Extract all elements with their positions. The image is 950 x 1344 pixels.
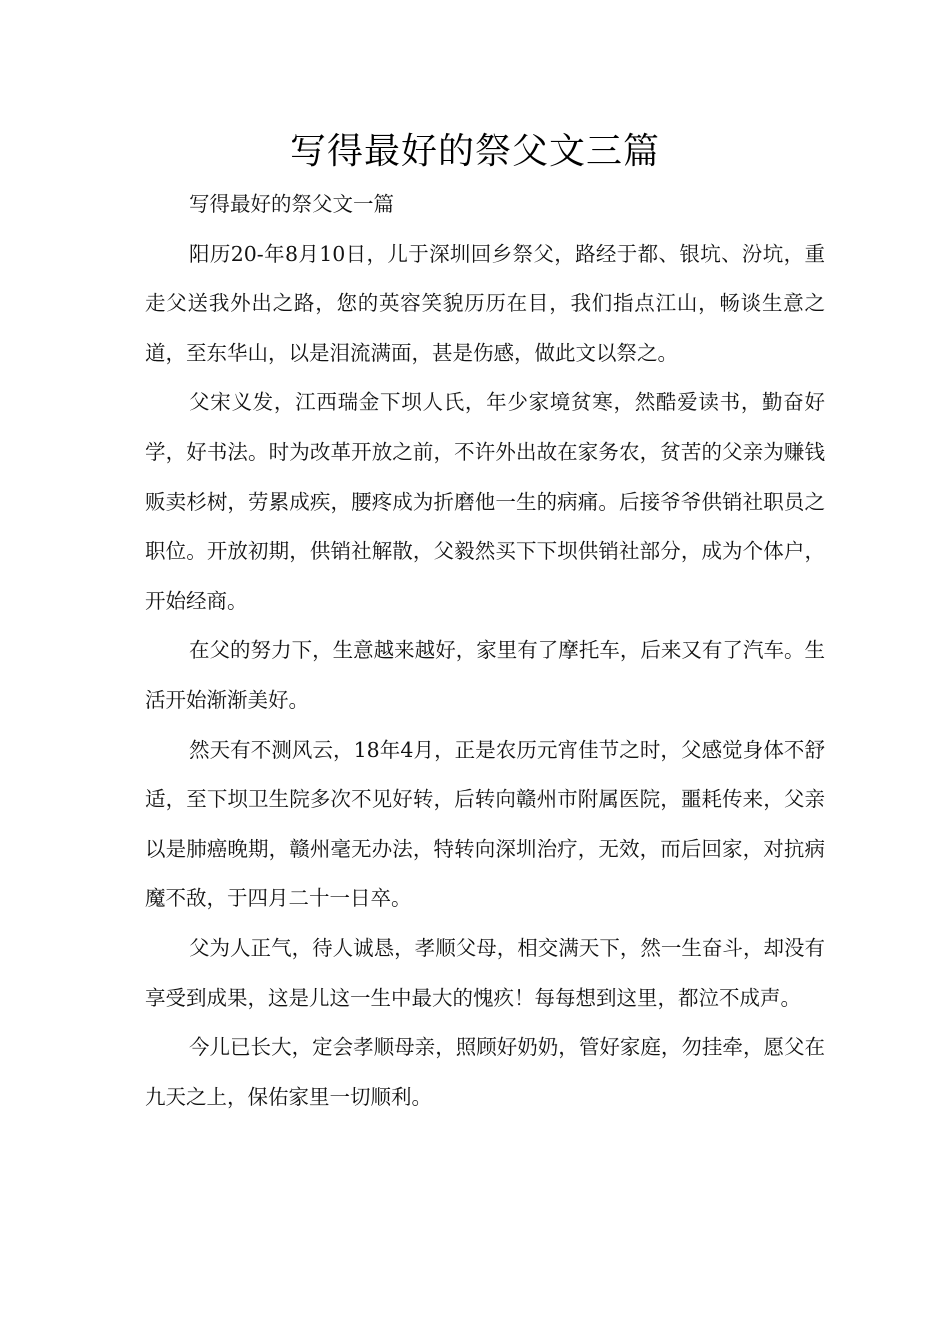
paragraph: 然天有不测风云，18年4月，正是农历元宵佳节之时，父感觉身体不舒适，至下坝卫生院多次不见好转，后转向赣州市附属医院，噩耗传来，父亲以是肺癌晚期，赣州毫无办法，特转向深圳治疗，无效，而后回家，对抗病魔不敌，于四月二十一日卒。 (145, 737, 825, 911)
paragraph: 阳历20-年8月10日，儿于深圳回乡祭父，路经于都、银坑、汾坑，重走父送我外出之路，您的英容笑貌历历在目，我们指点江山，畅谈生意之道，至东华山，以是泪流满面，甚是伤感，做此文以祭之。 (145, 241, 825, 365)
paragraph: 今儿已长大，定会孝顺母亲，照顾好奶奶，管好家庭，勿挂牵，愿父在九天之上，保佑家里一切顺利。 (145, 1035, 825, 1109)
paragraph: 父宋义发，江西瑞金下坝人氏，年少家境贫寒，然酷爱读书，勤奋好学，好书法。时为改革开放之前，不许外出故在家务农，贫苦的父亲为赚钱贩卖杉树，劳累成疾，腰疼成为折磨他一生的病痛。后接爷爷供销社职员之职位。开放初期，供销社解散，父毅然买下下坝供销社部分，成为个体户，开始经商。 (145, 390, 825, 613)
section-heading: 写得最好的祭父文一篇 (189, 192, 394, 216)
document-title: 写得最好的祭父文三篇 (289, 131, 660, 172)
document-body (145, 180, 825, 1122)
paragraph: 在父的努力下，生意越来越好，家里有了摩托车，后来又有了汽车。生活开始渐渐美好。 (145, 638, 825, 712)
paragraph: 父为人正气，待人诚恳，孝顺父母，相交满天下，然一生奋斗，却没有享受到成果，这是儿这一生中最大的愧疚！每每想到这里，都泣不成声。 (145, 935, 825, 1010)
